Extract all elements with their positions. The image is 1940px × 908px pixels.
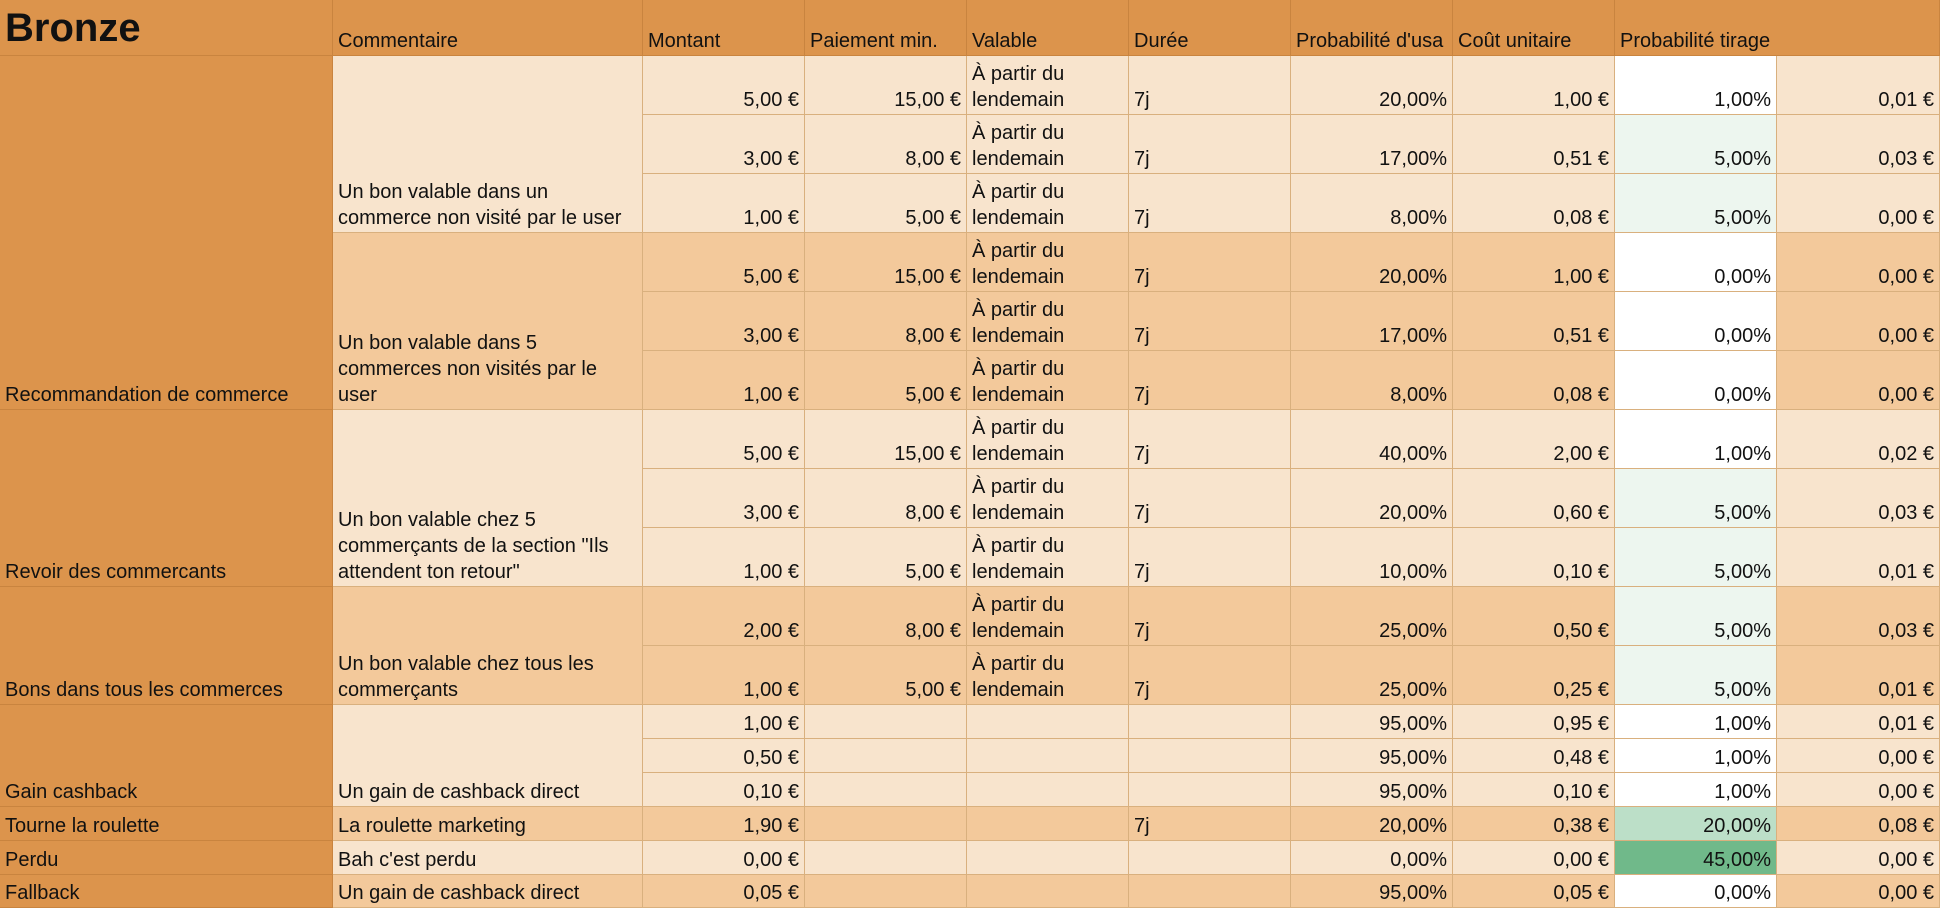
cout-cell[interactable]: 0,05 € bbox=[1453, 875, 1615, 908]
valable-cell[interactable] bbox=[967, 807, 1129, 841]
proba-tirage-cell[interactable]: 45,00% bbox=[1615, 841, 1777, 875]
paiement-cell[interactable]: 8,00 € bbox=[805, 469, 967, 528]
proba-usage-cell[interactable]: 20,00% bbox=[1291, 807, 1453, 841]
valable-cell[interactable]: À partir du lendemain bbox=[967, 174, 1129, 233]
proba-usage-cell[interactable]: 95,00% bbox=[1291, 739, 1453, 773]
comment-cell[interactable]: Un bon valable chez tous les commerçants bbox=[333, 587, 643, 705]
proba-usage-cell[interactable]: 95,00% bbox=[1291, 875, 1453, 908]
value-cell[interactable]: 0,00 € bbox=[1777, 773, 1940, 807]
duree-cell[interactable]: 7j bbox=[1129, 56, 1291, 115]
header-montant[interactable]: Montant bbox=[643, 0, 805, 56]
header-paiement-min[interactable]: Paiement min. bbox=[805, 0, 967, 56]
duree-cell[interactable]: 7j bbox=[1129, 469, 1291, 528]
proba-usage-cell[interactable]: 20,00% bbox=[1291, 56, 1453, 115]
cout-cell[interactable]: 0,51 € bbox=[1453, 292, 1615, 351]
montant-cell[interactable]: 0,05 € bbox=[643, 875, 805, 908]
value-cell[interactable]: 0,02 € bbox=[1777, 410, 1940, 469]
cout-cell[interactable]: 0,10 € bbox=[1453, 773, 1615, 807]
value-cell[interactable]: 0,08 € bbox=[1777, 807, 1940, 841]
duree-cell[interactable]: 7j bbox=[1129, 351, 1291, 410]
montant-cell[interactable]: 1,00 € bbox=[643, 351, 805, 410]
paiement-cell[interactable]: 8,00 € bbox=[805, 587, 967, 646]
proba-usage-cell[interactable]: 95,00% bbox=[1291, 705, 1453, 739]
proba-usage-cell[interactable]: 20,00% bbox=[1291, 469, 1453, 528]
comment-cell[interactable]: Un bon valable chez 5 commerçants de la section "Ils attendent ton retour" bbox=[333, 410, 643, 587]
valable-cell[interactable]: À partir du lendemain bbox=[967, 587, 1129, 646]
valable-cell[interactable]: À partir du lendemain bbox=[967, 469, 1129, 528]
valable-cell[interactable] bbox=[967, 739, 1129, 773]
duree-cell[interactable]: 7j bbox=[1129, 292, 1291, 351]
montant-cell[interactable]: 5,00 € bbox=[643, 56, 805, 115]
valable-cell[interactable] bbox=[967, 705, 1129, 739]
value-cell[interactable]: 0,01 € bbox=[1777, 646, 1940, 705]
value-cell[interactable]: 0,03 € bbox=[1777, 115, 1940, 174]
proba-tirage-cell[interactable]: 5,00% bbox=[1615, 587, 1777, 646]
value-cell[interactable]: 0,01 € bbox=[1777, 528, 1940, 587]
cout-cell[interactable]: 0,51 € bbox=[1453, 115, 1615, 174]
proba-tirage-cell[interactable]: 5,00% bbox=[1615, 528, 1777, 587]
category-gain-cashback[interactable]: Gain cashback bbox=[0, 705, 333, 807]
value-cell[interactable]: 0,00 € bbox=[1777, 174, 1940, 233]
proba-usage-cell[interactable]: 17,00% bbox=[1291, 292, 1453, 351]
proba-usage-cell[interactable]: 25,00% bbox=[1291, 587, 1453, 646]
comment-cell[interactable]: La roulette marketing bbox=[333, 807, 643, 841]
proba-usage-cell[interactable]: 0,00% bbox=[1291, 841, 1453, 875]
sheet-title[interactable]: Bronze bbox=[0, 0, 333, 56]
proba-usage-cell[interactable]: 25,00% bbox=[1291, 646, 1453, 705]
header-probabilite-usage[interactable]: Probabilité d'usa bbox=[1291, 0, 1453, 56]
montant-cell[interactable]: 1,90 € bbox=[643, 807, 805, 841]
header-cout-unitaire[interactable]: Coût unitaire bbox=[1453, 0, 1615, 56]
montant-cell[interactable]: 0,10 € bbox=[643, 773, 805, 807]
cout-cell[interactable]: 0,60 € bbox=[1453, 469, 1615, 528]
proba-tirage-cell[interactable]: 0,00% bbox=[1615, 351, 1777, 410]
paiement-cell[interactable]: 15,00 € bbox=[805, 233, 967, 292]
duree-cell[interactable]: 7j bbox=[1129, 233, 1291, 292]
proba-tirage-cell[interactable]: 5,00% bbox=[1615, 115, 1777, 174]
montant-cell[interactable]: 1,00 € bbox=[643, 528, 805, 587]
paiement-cell[interactable]: 5,00 € bbox=[805, 174, 967, 233]
proba-tirage-cell[interactable]: 1,00% bbox=[1615, 410, 1777, 469]
proba-tirage-cell[interactable]: 5,00% bbox=[1615, 174, 1777, 233]
value-cell[interactable]: 0,03 € bbox=[1777, 469, 1940, 528]
montant-cell[interactable]: 0,00 € bbox=[643, 841, 805, 875]
montant-cell[interactable]: 2,00 € bbox=[643, 587, 805, 646]
category-fallback[interactable]: Fallback bbox=[0, 875, 333, 908]
valable-cell[interactable]: À partir du lendemain bbox=[967, 410, 1129, 469]
category-recommandation[interactable]: Recommandation de commerce bbox=[0, 56, 333, 410]
montant-cell[interactable]: 1,00 € bbox=[643, 705, 805, 739]
paiement-cell[interactable] bbox=[805, 875, 967, 908]
duree-cell[interactable]: 7j bbox=[1129, 410, 1291, 469]
paiement-cell[interactable] bbox=[805, 841, 967, 875]
paiement-cell[interactable] bbox=[805, 739, 967, 773]
cout-cell[interactable]: 0,25 € bbox=[1453, 646, 1615, 705]
paiement-cell[interactable]: 5,00 € bbox=[805, 351, 967, 410]
paiement-cell[interactable] bbox=[805, 773, 967, 807]
paiement-cell[interactable]: 15,00 € bbox=[805, 410, 967, 469]
value-cell[interactable]: 0,01 € bbox=[1777, 56, 1940, 115]
duree-cell[interactable] bbox=[1129, 841, 1291, 875]
valable-cell[interactable] bbox=[967, 841, 1129, 875]
cout-cell[interactable]: 0,08 € bbox=[1453, 351, 1615, 410]
valable-cell[interactable]: À partir du lendemain bbox=[967, 233, 1129, 292]
valable-cell[interactable]: À partir du lendemain bbox=[967, 351, 1129, 410]
header-commentaire[interactable]: Commentaire bbox=[333, 0, 643, 56]
header-probabilite-tirage[interactable]: Probabilité tirage bbox=[1615, 0, 1777, 56]
proba-tirage-cell[interactable]: 0,00% bbox=[1615, 292, 1777, 351]
proba-tirage-cell[interactable]: 5,00% bbox=[1615, 469, 1777, 528]
proba-usage-cell[interactable]: 10,00% bbox=[1291, 528, 1453, 587]
proba-usage-cell[interactable]: 8,00% bbox=[1291, 351, 1453, 410]
duree-cell[interactable] bbox=[1129, 773, 1291, 807]
paiement-cell[interactable] bbox=[805, 807, 967, 841]
comment-cell[interactable]: Un gain de cashback direct bbox=[333, 705, 643, 807]
comment-cell[interactable]: Un bon valable dans un commerce non visité par le user bbox=[333, 56, 643, 233]
duree-cell[interactable]: 7j bbox=[1129, 174, 1291, 233]
paiement-cell[interactable]: 5,00 € bbox=[805, 528, 967, 587]
proba-tirage-cell[interactable]: 1,00% bbox=[1615, 739, 1777, 773]
montant-cell[interactable]: 1,00 € bbox=[643, 174, 805, 233]
paiement-cell[interactable]: 5,00 € bbox=[805, 646, 967, 705]
proba-usage-cell[interactable]: 40,00% bbox=[1291, 410, 1453, 469]
paiement-cell[interactable]: 8,00 € bbox=[805, 115, 967, 174]
cout-cell[interactable]: 1,00 € bbox=[1453, 56, 1615, 115]
montant-cell[interactable]: 3,00 € bbox=[643, 469, 805, 528]
proba-usage-cell[interactable]: 95,00% bbox=[1291, 773, 1453, 807]
value-cell[interactable]: 0,00 € bbox=[1777, 292, 1940, 351]
montant-cell[interactable]: 3,00 € bbox=[643, 115, 805, 174]
duree-cell[interactable]: 7j bbox=[1129, 528, 1291, 587]
proba-usage-cell[interactable]: 17,00% bbox=[1291, 115, 1453, 174]
header-duree[interactable]: Durée bbox=[1129, 0, 1291, 56]
value-cell[interactable]: 0,00 € bbox=[1777, 233, 1940, 292]
valable-cell[interactable]: À partir du lendemain bbox=[967, 115, 1129, 174]
paiement-cell[interactable] bbox=[805, 705, 967, 739]
proba-tirage-cell[interactable]: 1,00% bbox=[1615, 773, 1777, 807]
comment-cell[interactable]: Un gain de cashback direct bbox=[333, 875, 643, 908]
value-cell[interactable]: 0,00 € bbox=[1777, 351, 1940, 410]
header-valable[interactable]: Valable bbox=[967, 0, 1129, 56]
cout-cell[interactable]: 0,50 € bbox=[1453, 587, 1615, 646]
valable-cell[interactable]: À partir du lendemain bbox=[967, 56, 1129, 115]
duree-cell[interactable]: 7j bbox=[1129, 646, 1291, 705]
valable-cell[interactable] bbox=[967, 773, 1129, 807]
value-cell[interactable]: 0,03 € bbox=[1777, 587, 1940, 646]
paiement-cell[interactable]: 8,00 € bbox=[805, 292, 967, 351]
proba-tirage-cell[interactable]: 5,00% bbox=[1615, 646, 1777, 705]
proba-tirage-cell[interactable]: 1,00% bbox=[1615, 56, 1777, 115]
proba-usage-cell[interactable]: 8,00% bbox=[1291, 174, 1453, 233]
proba-tirage-cell[interactable]: 0,00% bbox=[1615, 233, 1777, 292]
duree-cell[interactable] bbox=[1129, 875, 1291, 908]
valable-cell[interactable]: À partir du lendemain bbox=[967, 292, 1129, 351]
duree-cell[interactable]: 7j bbox=[1129, 807, 1291, 841]
cout-cell[interactable]: 0,38 € bbox=[1453, 807, 1615, 841]
proba-tirage-cell[interactable]: 1,00% bbox=[1615, 705, 1777, 739]
comment-cell[interactable]: Un bon valable dans 5 commerces non visités par le user bbox=[333, 233, 643, 410]
duree-cell[interactable] bbox=[1129, 705, 1291, 739]
category-bons[interactable]: Bons dans tous les commerces bbox=[0, 587, 333, 705]
proba-tirage-cell[interactable]: 0,00% bbox=[1615, 875, 1777, 908]
cout-cell[interactable]: 0,08 € bbox=[1453, 174, 1615, 233]
paiement-cell[interactable]: 15,00 € bbox=[805, 56, 967, 115]
proba-usage-cell[interactable]: 20,00% bbox=[1291, 233, 1453, 292]
duree-cell[interactable]: 7j bbox=[1129, 115, 1291, 174]
value-cell[interactable]: 0,00 € bbox=[1777, 739, 1940, 773]
montant-cell[interactable]: 3,00 € bbox=[643, 292, 805, 351]
valable-cell[interactable] bbox=[967, 875, 1129, 908]
value-cell[interactable]: 0,00 € bbox=[1777, 875, 1940, 908]
cout-cell[interactable]: 1,00 € bbox=[1453, 233, 1615, 292]
value-cell[interactable]: 0,01 € bbox=[1777, 705, 1940, 739]
valable-cell[interactable]: À partir du lendemain bbox=[967, 528, 1129, 587]
category-revoir[interactable]: Revoir des commercants bbox=[0, 410, 333, 587]
cout-cell[interactable]: 0,10 € bbox=[1453, 528, 1615, 587]
header-empty[interactable] bbox=[1777, 0, 1940, 56]
montant-cell[interactable]: 1,00 € bbox=[643, 646, 805, 705]
montant-cell[interactable]: 0,50 € bbox=[643, 739, 805, 773]
cout-cell[interactable]: 0,95 € bbox=[1453, 705, 1615, 739]
valable-cell[interactable]: À partir du lendemain bbox=[967, 646, 1129, 705]
montant-cell[interactable]: 5,00 € bbox=[643, 233, 805, 292]
cout-cell[interactable]: 0,00 € bbox=[1453, 841, 1615, 875]
cout-cell[interactable]: 0,48 € bbox=[1453, 739, 1615, 773]
category-perdu[interactable]: Perdu bbox=[0, 841, 333, 875]
cout-cell[interactable]: 2,00 € bbox=[1453, 410, 1615, 469]
comment-cell[interactable]: Bah c'est perdu bbox=[333, 841, 643, 875]
duree-cell[interactable]: 7j bbox=[1129, 587, 1291, 646]
value-cell[interactable]: 0,00 € bbox=[1777, 841, 1940, 875]
category-roulette[interactable]: Tourne la roulette bbox=[0, 807, 333, 841]
duree-cell[interactable] bbox=[1129, 739, 1291, 773]
proba-tirage-cell[interactable]: 20,00% bbox=[1615, 807, 1777, 841]
montant-cell[interactable]: 5,00 € bbox=[643, 410, 805, 469]
